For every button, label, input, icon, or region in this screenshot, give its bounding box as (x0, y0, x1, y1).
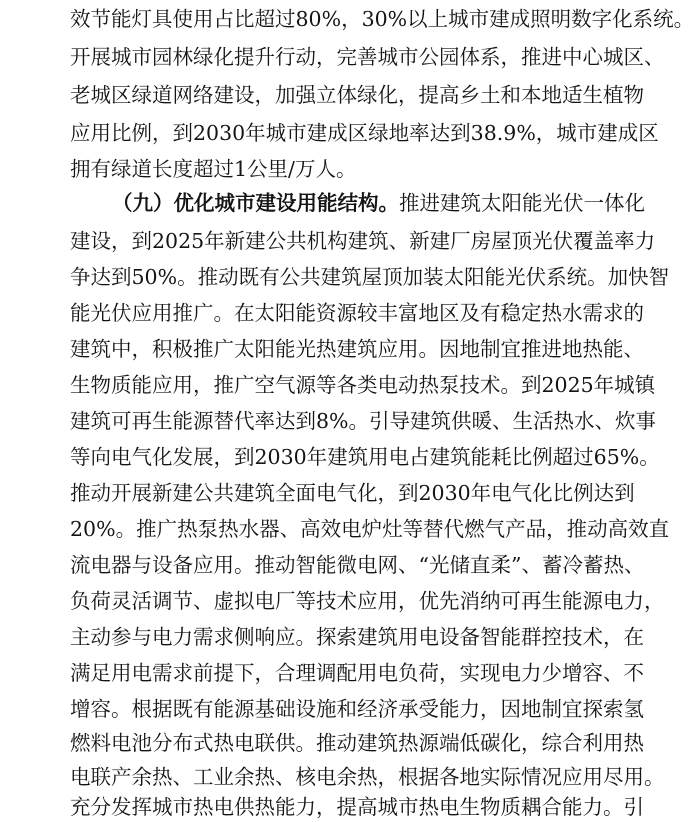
text-line: 拥有绿道长度超过1公里/万人。 (70, 157, 357, 181)
text-line: 满足用电需求前提下，合理调配用电负荷，实现电力少增容、不 (70, 661, 644, 685)
text-line: 推动开展新建公共建筑全面电气化，到2030年电气化比例达到 (70, 481, 635, 505)
text-line: 建设，到2025年新建公共机构建筑、新建厂房屋顶光伏覆盖率力 (70, 229, 656, 253)
text-line: 充分发挥城市热电供热能力，提高城市热电生物质耦合能力。引 (70, 795, 644, 819)
text-line: 电联产余热、工业余热、核电余热，根据各地实际情况应用尽用。 (70, 765, 665, 789)
text-line: 增容。根据既有能源基础设施和经济承受能力，因地制宜探索氢 (70, 697, 644, 721)
text-line: 应用比例，到2030年城市建成区绿地率达到38.9%，城市建成区 (70, 121, 659, 145)
text-line: 20%。推广热泵热水器、高效电炉灶等替代燃气产品，推动高效直 (70, 517, 670, 541)
text-line: 能光伏应用推广。在太阳能资源较丰富地区及有稳定热水需求的 (70, 301, 644, 325)
text-line: 开展城市园林绿化提升行动，完善城市公园体系，推进中心城区、 (70, 45, 665, 69)
section-heading-line (112, 188, 645, 218)
text-line: 负荷灵活调节、虚拟电厂等技术应用，优先消纳可再生能源电力， (70, 589, 665, 613)
text-line: 老城区绿道网络建设，加强立体绿化，提高乡土和本地适生植物 (70, 83, 644, 107)
text-line: 建筑可再生能源替代率达到8%。引导建筑供暖、生活热水、炊事 (70, 409, 657, 433)
text-line: 建筑中，积极推广太阳能光热建筑应用。因地制宜推进地热能、 (70, 337, 644, 361)
text-line: 生物质能应用，推广空气源等各类电动热泵技术。到2025年城镇 (70, 373, 656, 397)
text-line: 效节能灯具使用占比超过80%，30%以上城市建成照明数字化系统。 (70, 7, 695, 31)
text-line: 燃料电池分布式热电联供。推动建筑热源端低碳化，综合利用热 (70, 731, 644, 755)
text-line: 主动参与电力需求侧响应。探索建筑用电设备智能群控技术，在 (70, 625, 644, 649)
text-line: 流电器与设备应用。推动智能微电网、“光储直柔”、蓄冷蓄热、 (70, 553, 645, 577)
section-heading: （九）优化城市建设用能结构。 (112, 191, 399, 215)
text-line: 争达到50%。推动既有公共建筑屋顶加装太阳能光伏系统。加快智 (70, 265, 670, 289)
section-heading-rest: 推进建筑太阳能光伏一体化 (399, 191, 645, 215)
text-line: 等向电气化发展，到2030年建筑用电占建筑能耗比例超过65%。 (70, 445, 660, 469)
